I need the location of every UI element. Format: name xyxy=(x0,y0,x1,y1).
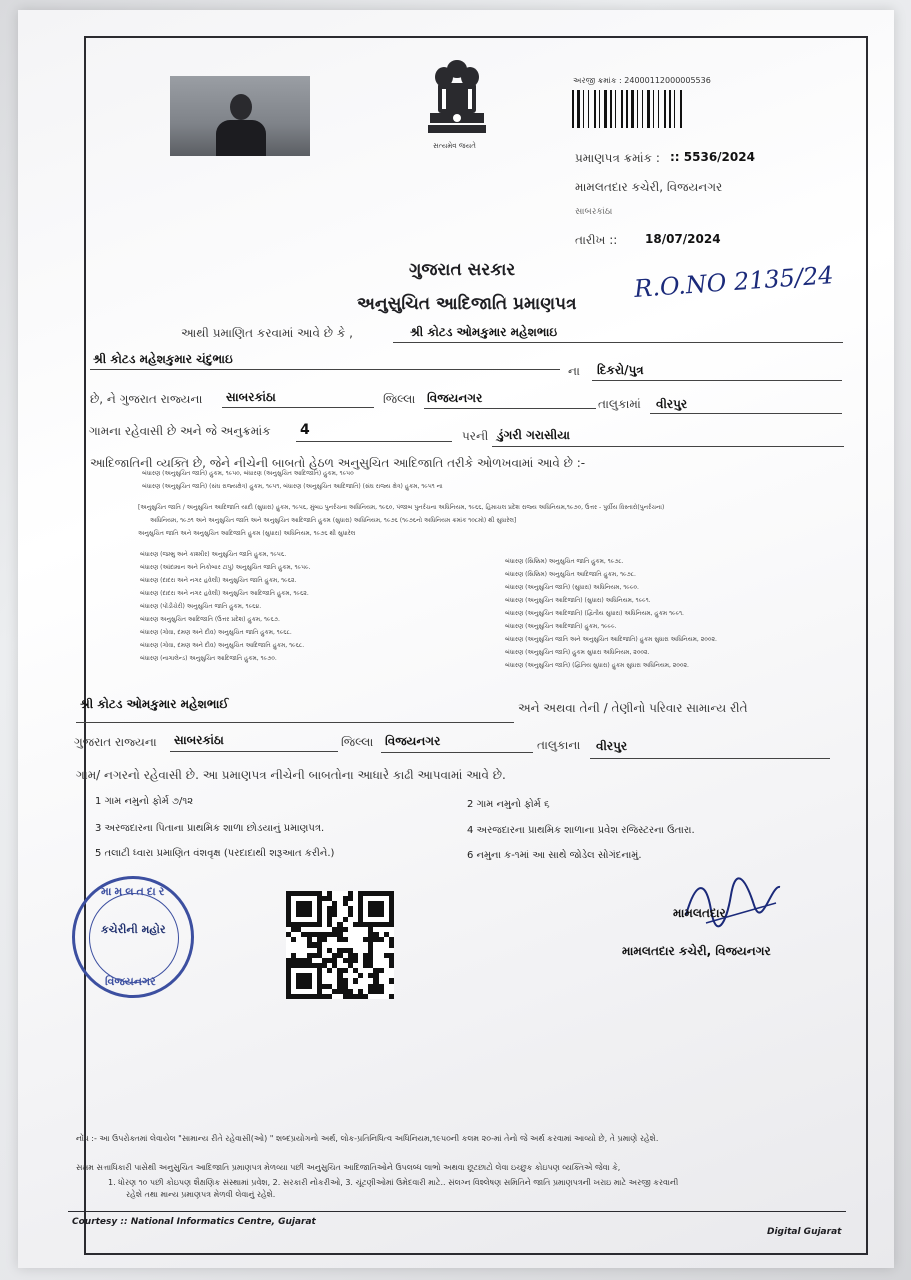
barcode xyxy=(572,90,742,128)
tribe-statement: આદિજાતિની વ્યક્તિ છે, જેને નીચેની બાબતો હેઠળ અનુસુચિત આદિજાતિ તરીકે ઓળખવામાં આવે છે :- xyxy=(90,456,586,470)
serial-number: 4 xyxy=(300,422,310,438)
act-line: અનુસુચિત જાતિ અને અનુસુચિત આદિજાતિ હુકમ (સુધારા) અધિનિયમ, ૧૯૭૬ થી સુધારેલ xyxy=(138,530,356,537)
district-label: જિલ્લા xyxy=(383,392,416,406)
act-item: બંધારણ (ગોવા, દમણ અને દીવ) અનુસુચિત જાતિ હુકમ, ૧૯૬૮. xyxy=(140,629,292,636)
district-label-2: જિલ્લા xyxy=(341,735,374,749)
taluka-value: વીરપુર xyxy=(656,397,688,411)
caste-name: ડુંગરી ગરાસીયા xyxy=(497,428,570,442)
act-item: બંધારણ (અનુસુચિત જાતિ અને અનુસુચિત આદિજાતિ) હુકમ સુધારા અધિનિયમ, ૨૦૦૨. xyxy=(505,636,717,643)
certificate-number-label: પ્રમાણપત્ર ક્રમાંક : xyxy=(575,151,660,165)
seal-ring-bottom: વિજયનગર xyxy=(105,975,156,988)
act-line: બંધારણ (અનુસુચિત જાતિ) (સંઘ રાજ્યક્ષેત્ર) હુકમ, ૧૯૫૧, બંધારણ (અનુસુચિત આદિજાતિ) (સંઘ રાજ્ય ક્ષેત્ર) હુકમ, ૧૯૫૧ ના xyxy=(142,483,443,490)
officer-signature xyxy=(676,875,786,935)
act-item: બંધારણ અનુસુચિત આદિજાતિ (ઉત્તર પ્રદેશ) હુકમ, ૧૯૬૭. xyxy=(140,616,280,623)
act-line: [અનુસુચિત જાતિ / અનુસુચિત આદિજાતિ યાદી (સુધારા) હુકમ, ૧૯૫૬, મુંબઇ પુનર્રચના અધિનિયમ, ૧૯૬૦, પંજાબ પુનર્રચના અધિનિયમ, ૧૯૬૬, હિમાચલ પ્રદેશ રાજ્ય અધિનિયમ,૧૯૭૦, ઉત્તર - પુર્વીય વિસ્તારો(પુનર્રચના) xyxy=(138,504,665,511)
certificate-title: અનુસુચિત આદિજાતિ પ્રમાણપત્ર xyxy=(357,294,577,314)
seal-ring-top: મામલતદાર xyxy=(101,885,168,898)
village-statement: ગામ/ નગરનો રહેવાસી છે. આ પ્રમાણપત્ર નીચેની બાબતોના આધારે કાઢી આપવામાં આવે છે. xyxy=(76,768,506,782)
act-item: બંધારણ (સિક્કિમ) અનુસુચિત જાતિ હુકમ, ૧૯૭૮. xyxy=(505,558,624,565)
na-text: ના xyxy=(568,364,580,378)
document-item: 4 અરજદારના પ્રાથમિક શાળાના પ્રવેશ રજિસ્ટરના ઉતારા. xyxy=(467,825,695,836)
footer-line: સક્ષમ સત્તાધિકારી પાસેથી અનુસુચિત આદિજાતિ પ્રમાણપત્ર મેળવ્યા પછી અનુસુચિત આદિજાતિઓને ઉપલબ્ધ લાભો અથવા છૂટછાટો લેવા ઇચ્છુક કોઇપણ વ્યક્તિએ જેવા કે, xyxy=(76,1163,621,1172)
act-item: બંધારણ (ગોવા, દમણ અને દીવ) અનુસુચિત આદિજાતિ હુકમ, ૧૯૬૮. xyxy=(140,642,305,649)
footer-note: નોંધ :- આ ઉપરોક્તમાં લેવાયેલ "સામાન્ય રીતે રહેવાસી(ઓ) " શબ્દપ્રયોગનો અર્થ, લોક-પ્રતિનિધિત્વ અધિનિયમ,૧૯૫૦ની કલમ ૨૦-માં તેનો જે અર્થ કરવામાં આવ્યો છે, તે પ્રમાણે રહેશે. xyxy=(76,1134,659,1143)
footer-line: રહેશે તથા માન્ય પ્રમાણપત્ર મેળવી લેવાનું રહેશે. xyxy=(126,1190,276,1199)
state-text-2: ગુજરાત રાજ્યના xyxy=(74,735,157,749)
taluka-label: તાલુકામાં xyxy=(598,397,641,411)
national-emblem-icon xyxy=(424,55,490,155)
act-item: બંધારણ (સિક્કિમ) અનુસુચિત આદિજાતિ હુકમ, ૧૯૭૮. xyxy=(505,571,636,578)
act-item: બંધારણ (જમ્મુ અને કાશ્મીર) અનુસુચિત જાતિ હુકમ, ૧૯૫૬. xyxy=(140,551,287,558)
state-text: છે, ને ગુજરાત રાજ્યના xyxy=(90,392,203,406)
act-line: બંધારણ (અનુસુચિત જાતિ) હુકમ, ૧૯૫૦, બંધારણ (અનુસુચિત આદિજાતિ) હુકમ, ૧૯૫૦ xyxy=(142,470,354,477)
act-item: બંધારણ (નાગાલેન્ડ) અનુસુચિત આદિજાતિ હુકમ, ૧૯૭૦. xyxy=(140,655,277,662)
document-item: 3 અરજદારના પિતાના પ્રાથમિક શાળા છોડયાનું પ્રમાણપત્ર. xyxy=(95,823,325,834)
parni-text: પરની xyxy=(462,429,489,443)
emblem-caption: સત્યમેવ જયતે xyxy=(433,142,476,150)
jilla-value: વિજયનગર xyxy=(427,391,483,405)
courtesy-text: Courtesy :: National Informatics Centre, Gujarat xyxy=(72,1217,316,1227)
act-item: બંધારણ (આંદામાન અને નિકોબાર ટાપુ) અનુસુચિત જાતિ હુકમ, ૧૯૫૯. xyxy=(140,564,311,571)
act-item: બંધારણ (અનુસુચિત જાતિ) હુકમ સુધારા અધિનિયમ, ૨૦૦૨. xyxy=(505,649,650,656)
document-item: 2 ગામ નમુનો ફોર્મ ૬ xyxy=(467,799,550,810)
relation: દિકરો/પુત્ર xyxy=(597,363,644,377)
certificate-number: :: 5536/2024 xyxy=(670,150,755,164)
seal-text: કચેરીની મહોર xyxy=(101,923,166,936)
act-item: બંધારણ (દાદરા અને નગર હવેલી) અનુસુચિત આદિજાતિ હુકમ, ૧૯૬૨. xyxy=(140,590,309,597)
officer-title: મામલતદાર xyxy=(673,906,726,920)
qr-code xyxy=(286,891,394,999)
taluka-value-2: વીરપુર xyxy=(596,739,628,753)
document-item: 6 નમુના ક-૧માં આ સાથે જોડેલ સોગંદનામું. xyxy=(467,850,642,861)
act-item: બંધારણ (અનુસુચિત આદિજાતિ) (દ્વિતીય સુધારા) અધિનિયમ, હુકમ ૧૯૯૧. xyxy=(505,610,684,617)
certify-text: આથી પ્રમાણિત કરવામાં આવે છે કે , xyxy=(181,326,353,340)
acts-left-column xyxy=(140,548,311,665)
officer-office: મામલતદાર કચેરી, વિજયનગર xyxy=(622,944,771,958)
act-item: બંધારણ (પોંડીચેરી) અનુસુચિત જાતિ હુકમ, ૧૯૬૪. xyxy=(140,603,262,610)
act-item: બંધારણ (દાદરા અને નગર હવેલી) અનુસુચિત જાતિ હુકમ, ૧૯૬૨. xyxy=(140,577,297,584)
footer-line: 1. ધોરણ ૧૦ પછી કોઇપણ શૈક્ષણિક સંસ્થામાં પ્રવેશ, 2. સરકારી નોકરીઓ, 3. ચૂંટણીઓમાં ઉમેદવારી માટે.. સંલગ્ન વિશ્લેષણ સમિતિને જાતિ પ્રમાણપત્રની ખરાઇ માટે અરજી કરવાની xyxy=(108,1178,679,1187)
office-seal-stamp xyxy=(72,876,194,998)
act-item: બંધારણ (અનુસુચિત આદિજાતિ) (સુધારા) અધિનિયમ, ૧૯૯૧. xyxy=(505,597,651,604)
document-item: 5 તલાટી ધ્વારા પ્રમાણિત વંશવૃક્ષ (પરદાદાથી શરૂઆત કરીને.) xyxy=(95,848,335,859)
district-value: સાબરકાંઠા xyxy=(226,390,276,404)
act-item: બંધારણ (અનુસુચિત આદિજાતિ) હુકમ, ૧૯૯૯. xyxy=(505,623,617,630)
issue-date: 18/07/2024 xyxy=(645,232,721,246)
district-value-2: સાબરકાંઠા xyxy=(174,733,224,747)
handwritten-note: R.O.NO 2135/24 xyxy=(633,261,835,303)
taluka-label-2: તાલુકાના xyxy=(537,738,581,752)
family-text: અને અથવા તેની / તેણીનો પરિવાર સામાન્ય રીતે xyxy=(518,701,748,715)
act-line: અધિનિયમ, ૧૯૭૧ અને અનુસુચિત જાતિ અને અનુસુચિત આદિજાતિ હુકમ (સુધારા) અધિનિયમ, ૧૯૭૬ (૧૯૭૬નો અધિનિયમ ક્રમાંક ૧૦૮મો) થી સુધારેલ] xyxy=(150,517,517,524)
resident-text: ગામના રહેવાસી છે અને જે અનુક્રમાંક xyxy=(89,424,271,438)
jilla-value-2: વિજયનગર xyxy=(385,734,441,748)
father-name: શ્રી કોટડ મહેશકુમાર ચંદુભાઇ xyxy=(93,352,233,366)
applicant-name: શ્રી કોટડ ઓમકુમાર મહેશભાઇ xyxy=(410,325,558,339)
acts-right-column xyxy=(505,555,717,672)
applicant-name-repeat: શ્રી કોટડ ઓમકુમાર મહેશભાઈ xyxy=(80,697,229,711)
act-item: બંધારણ (અનુસુચિત જાતિ) (સુધારા) અધિનિયમ, ૧૯૯૦. xyxy=(505,584,639,591)
digital-gujarat-text: Digital Gujarat xyxy=(767,1227,842,1237)
government-title: ગુજરાત સરકાર xyxy=(409,260,516,280)
application-number: અરજી ક્રમાંક : 24000112000005536 xyxy=(573,76,711,85)
issuing-office: મામલતદાર કચેરી, વિજયનગર xyxy=(575,180,723,194)
date-label: તારીખ :: xyxy=(575,233,618,247)
document-item: 1 ગામ નમુનો ફોર્મ ૭/૧૨ xyxy=(95,796,194,807)
applicant-photo xyxy=(170,76,310,156)
act-item: બંધારણ (અનુસુચિત જાતિ) (દ્વિતિય સુધારા) હુકમ સુધારા અધિનિયમ, ૨૦૦૨. xyxy=(505,662,689,669)
district-name: સાબરકાંઠા xyxy=(575,207,613,217)
